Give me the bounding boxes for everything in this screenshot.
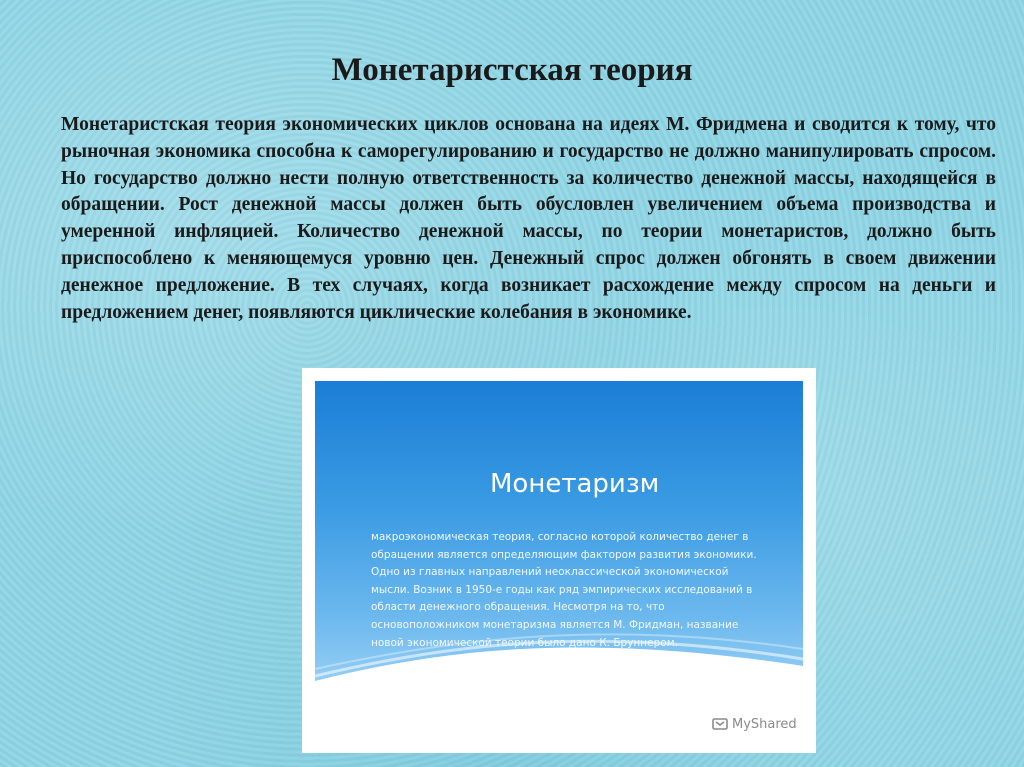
embedded-slide-image [302, 368, 816, 753]
slide-title: Монетаристская теория [331, 52, 693, 88]
slide-body-text: Монетаристская теория экономических циклов основана на идеях М. Фридмена и сводится к тому, что рыночная экономика способна к саморегулированию и государство не должно манипулировать спросом. Но государство должно нести полную ответственность за количество денежной массы, находящейся в обращении. Рост денежной массы должен быть обусловлен увеличением объема производства и умеренной инфляцией. Количество денежной массы, по теории монетаристов, должно быть приспособлено к меняющемуся уровню цен. Денежный спрос должен обгонять в своем движении денежное предложение. В тех случаях, когда возникает расхождение между спросом на деньги и предложением денег, появляются циклические колебания в экономике. [61, 114, 996, 323]
watermark-text: MyShared [732, 716, 797, 732]
myshared-logo-icon [712, 716, 728, 732]
embedded-slide-title: Монетаризм [490, 469, 660, 499]
watermark [712, 716, 797, 732]
embedded-slide-background [315, 381, 803, 698]
embedded-slide-text: макроэкономическая теория, согласно которой количество денег в обращении является определяющим фактором развития экономики. Одно из главных направлений неоклассической экономической мысли. Возник в 1950-е годы как ряд эмпирических исследований в области денежного обращения. Несмотря на то, что основоположником монетаризма является М. Фридман, название новой экономической теории было дано К. Бруннером. [371, 531, 757, 649]
